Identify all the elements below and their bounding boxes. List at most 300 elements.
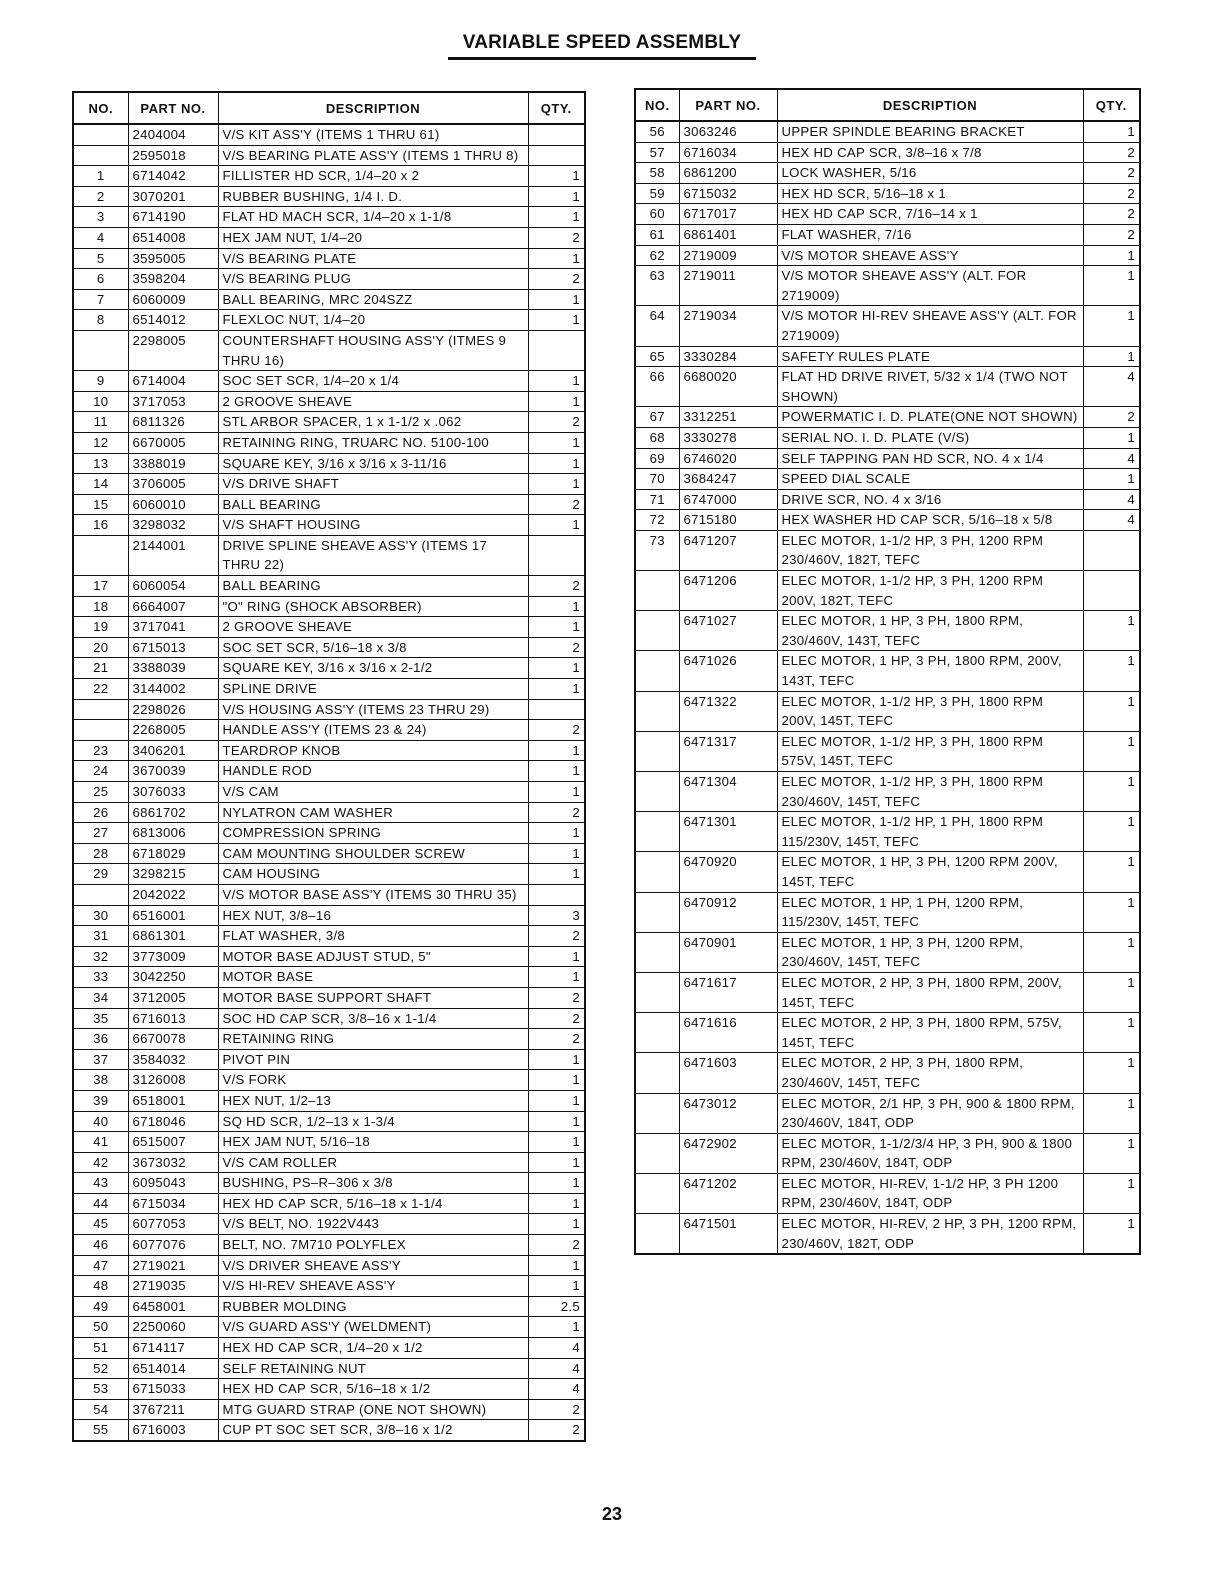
part-description: V/S MOTOR SHEAVE ASS'Y xyxy=(777,245,1083,266)
item-number: 53 xyxy=(73,1379,128,1400)
part-number: 6716013 xyxy=(128,1008,218,1029)
part-number: 3144002 xyxy=(128,679,218,700)
table-row xyxy=(73,371,585,392)
quantity: 1 xyxy=(1083,892,1140,932)
item-number xyxy=(73,330,128,370)
part-number: 3042250 xyxy=(128,967,218,988)
part-description: ELEC MOTOR, 1-1/2 HP, 3 PH, 1800 RPM 575V, 145T, TEFC xyxy=(777,731,1083,771)
table-row xyxy=(73,967,585,988)
item-number: 55 xyxy=(73,1420,128,1441)
table-row xyxy=(73,453,585,474)
quantity: 1 xyxy=(528,1111,585,1132)
item-number: 30 xyxy=(73,905,128,926)
col-header-qty: QTY. xyxy=(528,92,585,124)
part-description: FLEXLOC NUT, 1/4–20 xyxy=(218,310,528,331)
part-description: V/S HOUSING ASS'Y (ITEMS 23 THRU 29) xyxy=(218,699,528,720)
quantity: 1 xyxy=(1083,266,1140,306)
item-number: 50 xyxy=(73,1317,128,1338)
page-number: 23 xyxy=(601,1504,623,1524)
quantity: 1 xyxy=(1083,651,1140,691)
quantity: 2 xyxy=(528,637,585,658)
table-row xyxy=(73,186,585,207)
part-description: ELEC MOTOR, 1 HP, 1 PH, 1200 RPM, 115/230V, 145T, TEFC xyxy=(777,892,1083,932)
part-description: HEX HD CAP SCR, 5/16–18 x 1/2 xyxy=(218,1379,528,1400)
quantity: 3 xyxy=(528,905,585,926)
quantity: 2 xyxy=(528,1235,585,1256)
table-row xyxy=(73,1420,585,1441)
table-row xyxy=(635,972,1140,1012)
table-row xyxy=(73,248,585,269)
table-row xyxy=(635,306,1140,346)
item-number xyxy=(635,892,679,932)
part-number: 6077053 xyxy=(128,1214,218,1235)
table-row xyxy=(73,310,585,331)
quantity: 1 xyxy=(1083,121,1140,142)
part-description: V/S FORK xyxy=(218,1070,528,1091)
part-number: 2298026 xyxy=(128,699,218,720)
col-header-part-no: PART NO. xyxy=(128,92,218,124)
item-number: 49 xyxy=(73,1296,128,1317)
item-number: 21 xyxy=(73,658,128,679)
part-number: 3712005 xyxy=(128,987,218,1008)
part-number: 6861200 xyxy=(679,163,777,184)
table-row xyxy=(635,651,1140,691)
item-number: 10 xyxy=(73,391,128,412)
part-number: 6471207 xyxy=(679,530,777,570)
part-description: FILLISTER HD SCR, 1/4–20 x 2 xyxy=(218,166,528,187)
item-number: 7 xyxy=(73,289,128,310)
table-row xyxy=(635,691,1140,731)
table-row xyxy=(73,1255,585,1276)
part-description: HEX HD CAP SCR, 3/8–16 x 7/8 xyxy=(777,142,1083,163)
part-number: 3670039 xyxy=(128,761,218,782)
quantity: 1 xyxy=(528,740,585,761)
part-description: SERIAL NO. I. D. PLATE (V/S) xyxy=(777,427,1083,448)
part-description: V/S DRIVE SHAFT xyxy=(218,474,528,495)
quantity: 2 xyxy=(1083,163,1140,184)
item-number: 38 xyxy=(73,1070,128,1091)
item-number: 9 xyxy=(73,371,128,392)
quantity: 1 xyxy=(528,391,585,412)
part-description: FLAT WASHER, 7/16 xyxy=(777,224,1083,245)
table-row xyxy=(73,596,585,617)
quantity: 1 xyxy=(1083,731,1140,771)
table-row xyxy=(635,611,1140,651)
part-number: 6715032 xyxy=(679,183,777,204)
part-number: 6471304 xyxy=(679,772,777,812)
part-number: 3598204 xyxy=(128,269,218,290)
quantity: 1 xyxy=(528,166,585,187)
part-description: ELEC MOTOR, 1 HP, 3 PH, 1200 RPM 200V, 145T, TEFC xyxy=(777,852,1083,892)
part-number: 6473012 xyxy=(679,1093,777,1133)
item-number: 57 xyxy=(635,142,679,163)
item-number: 46 xyxy=(73,1235,128,1256)
quantity: 1 xyxy=(1083,1133,1140,1173)
table-row xyxy=(635,510,1140,531)
part-description: SPEED DIAL SCALE xyxy=(777,469,1083,490)
table-row xyxy=(73,1235,585,1256)
quantity: 1 xyxy=(528,679,585,700)
item-number: 54 xyxy=(73,1399,128,1420)
part-description: ELEC MOTOR, 1-1/2 HP, 3 PH, 1800 RPM 200V, 145T, TEFC xyxy=(777,691,1083,731)
part-number: 6516001 xyxy=(128,905,218,926)
table-row xyxy=(73,1070,585,1091)
quantity: 2 xyxy=(1083,407,1140,428)
table-row xyxy=(73,1049,585,1070)
item-number: 2 xyxy=(73,186,128,207)
item-number: 41 xyxy=(73,1132,128,1153)
part-number: 3298215 xyxy=(128,864,218,885)
quantity xyxy=(528,330,585,370)
quantity: 1 xyxy=(528,864,585,885)
item-number xyxy=(635,1173,679,1213)
item-number: 73 xyxy=(635,530,679,570)
part-number: 6471206 xyxy=(679,571,777,611)
part-number: 6471202 xyxy=(679,1173,777,1213)
item-number: 15 xyxy=(73,494,128,515)
part-description: HEX HD CAP SCR, 5/16–18 x 1-1/4 xyxy=(218,1193,528,1214)
table-row xyxy=(635,469,1140,490)
page-title: VARIABLE SPEED ASSEMBLY xyxy=(462,32,742,53)
table-row xyxy=(635,204,1140,225)
table-row xyxy=(73,905,585,926)
table-row xyxy=(635,812,1140,852)
col-header-no: NO. xyxy=(635,89,679,121)
part-description: LOCK WASHER, 5/16 xyxy=(777,163,1083,184)
part-description: ELEC MOTOR, HI-REV, 2 HP, 3 PH, 1200 RPM, 230/460V, 182T, ODP xyxy=(777,1214,1083,1255)
table-row xyxy=(73,1399,585,1420)
item-number: 72 xyxy=(635,510,679,531)
item-number: 25 xyxy=(73,782,128,803)
item-number: 24 xyxy=(73,761,128,782)
quantity: 2 xyxy=(528,802,585,823)
item-number: 27 xyxy=(73,823,128,844)
part-description: HEX HD CAP SCR, 1/4–20 x 1/2 xyxy=(218,1338,528,1359)
table-row xyxy=(73,1317,585,1338)
part-number: 6471603 xyxy=(679,1053,777,1093)
part-number: 6060010 xyxy=(128,494,218,515)
part-description: ELEC MOTOR, 1-1/2 HP, 1 PH, 1800 RPM 115/230V, 145T, TEFC xyxy=(777,812,1083,852)
part-number: 6715013 xyxy=(128,637,218,658)
part-description: ELEC MOTOR, 2 HP, 3 PH, 1800 RPM, 230/460V, 145T, TEFC xyxy=(777,1053,1083,1093)
part-number: 3312251 xyxy=(679,407,777,428)
part-description: DRIVE SCR, NO. 4 x 3/16 xyxy=(777,489,1083,510)
quantity: 1 xyxy=(528,658,585,679)
table-row xyxy=(73,166,585,187)
part-description: ELEC MOTOR, 2/1 HP, 3 PH, 900 & 1800 RPM, 230/460V, 184T, ODP xyxy=(777,1093,1083,1133)
quantity: 1 xyxy=(528,823,585,844)
quantity: 1 xyxy=(1083,1013,1140,1053)
part-number: 3584032 xyxy=(128,1049,218,1070)
part-number: 3126008 xyxy=(128,1070,218,1091)
part-description: SQ HD SCR, 1/2–13 x 1-3/4 xyxy=(218,1111,528,1132)
item-number: 18 xyxy=(73,596,128,617)
part-description: HEX NUT, 3/8–16 xyxy=(218,905,528,926)
part-description: HEX NUT, 1/2–13 xyxy=(218,1090,528,1111)
parts-table-right xyxy=(634,88,1141,1255)
item-number: 22 xyxy=(73,679,128,700)
part-description: SQUARE KEY, 3/16 x 3/16 x 3-11/16 xyxy=(218,453,528,474)
part-description: V/S KIT ASS'Y (ITEMS 1 THRU 61) xyxy=(218,124,528,145)
title-underline xyxy=(448,57,756,60)
table-row xyxy=(73,1090,585,1111)
item-number: 61 xyxy=(635,224,679,245)
part-number: 3388019 xyxy=(128,453,218,474)
part-number: 6515007 xyxy=(128,1132,218,1153)
part-description: SOC SET SCR, 1/4–20 x 1/4 xyxy=(218,371,528,392)
table-row xyxy=(73,637,585,658)
part-number: 6518001 xyxy=(128,1090,218,1111)
table-row xyxy=(73,1008,585,1029)
item-number xyxy=(635,1214,679,1255)
item-number xyxy=(635,972,679,1012)
item-number: 35 xyxy=(73,1008,128,1029)
quantity: 2 xyxy=(528,1420,585,1441)
table-row xyxy=(73,145,585,166)
part-description: CAM MOUNTING SHOULDER SCREW xyxy=(218,843,528,864)
part-description: V/S CAM xyxy=(218,782,528,803)
table-row xyxy=(73,699,585,720)
part-description: COMPRESSION SPRING xyxy=(218,823,528,844)
part-number: 6472902 xyxy=(679,1133,777,1173)
part-description: FLAT WASHER, 3/8 xyxy=(218,926,528,947)
part-number: 6471027 xyxy=(679,611,777,651)
part-number: 3070201 xyxy=(128,186,218,207)
part-description: UPPER SPINDLE BEARING BRACKET xyxy=(777,121,1083,142)
quantity: 1 xyxy=(528,515,585,536)
part-number: 3767211 xyxy=(128,1399,218,1420)
part-description: ELEC MOTOR, 1-1/2/3/4 HP, 3 PH, 900 & 1800 RPM, 230/460V, 184T, ODP xyxy=(777,1133,1083,1173)
table-row xyxy=(73,1132,585,1153)
part-description: COUNTERSHAFT HOUSING ASS'Y (ITMES 9 THRU 16) xyxy=(218,330,528,370)
item-number: 11 xyxy=(73,412,128,433)
table-row xyxy=(73,1152,585,1173)
table-row xyxy=(635,346,1140,367)
part-number: 6717017 xyxy=(679,204,777,225)
quantity: 1 xyxy=(1083,245,1140,266)
table-row xyxy=(73,515,585,536)
quantity: 1 xyxy=(528,1276,585,1297)
item-number: 68 xyxy=(635,427,679,448)
table-row xyxy=(73,330,585,370)
part-description: SPLINE DRIVE xyxy=(218,679,528,700)
quantity: 1 xyxy=(1083,1053,1140,1093)
part-number: 6714004 xyxy=(128,371,218,392)
quantity: 4 xyxy=(528,1358,585,1379)
part-number: 6718046 xyxy=(128,1111,218,1132)
part-description: SQUARE KEY, 3/16 x 3/16 x 2-1/2 xyxy=(218,658,528,679)
quantity: 2 xyxy=(528,1399,585,1420)
table-row xyxy=(73,761,585,782)
table-row xyxy=(73,1358,585,1379)
part-number: 2404004 xyxy=(128,124,218,145)
table-row xyxy=(635,224,1140,245)
part-number: 6514012 xyxy=(128,310,218,331)
quantity: 1 xyxy=(528,1317,585,1338)
part-number: 6471501 xyxy=(679,1214,777,1255)
part-number: 3298032 xyxy=(128,515,218,536)
table-row xyxy=(73,1276,585,1297)
quantity: 1 xyxy=(1083,346,1140,367)
table-row xyxy=(73,227,585,248)
part-description: HEX HD SCR, 5/16–18 x 1 xyxy=(777,183,1083,204)
part-number: 6811326 xyxy=(128,412,218,433)
col-header-description: DESCRIPTION xyxy=(218,92,528,124)
part-number: 2719011 xyxy=(679,266,777,306)
table-row xyxy=(635,407,1140,428)
part-description: V/S MOTOR BASE ASS'Y (ITEMS 30 THRU 35) xyxy=(218,884,528,905)
table-row xyxy=(635,183,1140,204)
quantity: 1 xyxy=(1083,469,1140,490)
table-row xyxy=(73,823,585,844)
table-row xyxy=(73,535,585,575)
part-description: ELEC MOTOR, 2 HP, 3 PH, 1800 RPM, 200V, 145T, TEFC xyxy=(777,972,1083,1012)
quantity: 2.5 xyxy=(528,1296,585,1317)
item-number: 37 xyxy=(73,1049,128,1070)
quantity: 4 xyxy=(1083,367,1140,407)
part-number: 6471322 xyxy=(679,691,777,731)
item-number: 45 xyxy=(73,1214,128,1235)
col-header-description: DESCRIPTION xyxy=(777,89,1083,121)
item-number xyxy=(635,731,679,771)
item-number xyxy=(635,852,679,892)
quantity: 1 xyxy=(528,1152,585,1173)
item-number xyxy=(635,651,679,691)
table-row xyxy=(73,617,585,638)
table-row xyxy=(635,1133,1140,1173)
quantity: 4 xyxy=(528,1379,585,1400)
item-number: 4 xyxy=(73,227,128,248)
table-row xyxy=(635,142,1140,163)
part-description: 2 GROOVE SHEAVE xyxy=(218,617,528,638)
table-row xyxy=(73,864,585,885)
item-number: 6 xyxy=(73,269,128,290)
item-number xyxy=(73,720,128,741)
part-number: 6471616 xyxy=(679,1013,777,1053)
quantity: 4 xyxy=(528,1338,585,1359)
table-row xyxy=(73,412,585,433)
item-number xyxy=(635,932,679,972)
quantity: 1 xyxy=(528,432,585,453)
table-row xyxy=(73,679,585,700)
quantity: 2 xyxy=(528,576,585,597)
item-number xyxy=(73,535,128,575)
table-row xyxy=(635,1214,1140,1255)
table-row xyxy=(73,720,585,741)
quantity: 2 xyxy=(528,412,585,433)
quantity: 1 xyxy=(1083,852,1140,892)
item-number xyxy=(635,1013,679,1053)
item-number: 20 xyxy=(73,637,128,658)
col-header-qty: QTY. xyxy=(1083,89,1140,121)
table-row xyxy=(73,658,585,679)
part-number: 6861301 xyxy=(128,926,218,947)
table-row xyxy=(635,1173,1140,1213)
part-number: 6716003 xyxy=(128,1420,218,1441)
quantity: 1 xyxy=(1083,1093,1140,1133)
part-number: 6714117 xyxy=(128,1338,218,1359)
item-number: 71 xyxy=(635,489,679,510)
table-row xyxy=(73,1193,585,1214)
item-number: 44 xyxy=(73,1193,128,1214)
part-number: 2144001 xyxy=(128,535,218,575)
part-number: 3406201 xyxy=(128,740,218,761)
table-row xyxy=(73,207,585,228)
part-description: SAFETY RULES PLATE xyxy=(777,346,1083,367)
part-number: 3773009 xyxy=(128,946,218,967)
table-row xyxy=(73,884,585,905)
quantity: 1 xyxy=(1083,1214,1140,1255)
item-number xyxy=(635,1093,679,1133)
quantity: 1 xyxy=(528,946,585,967)
part-number: 2719034 xyxy=(679,306,777,346)
item-number xyxy=(635,772,679,812)
part-description: TEARDROP KNOB xyxy=(218,740,528,761)
table-row xyxy=(73,926,585,947)
part-number: 3063246 xyxy=(679,121,777,142)
table-row xyxy=(73,782,585,803)
part-description: MOTOR BASE ADJUST STUD, 5" xyxy=(218,946,528,967)
part-number: 6060009 xyxy=(128,289,218,310)
quantity: 1 xyxy=(528,967,585,988)
part-number: 6471317 xyxy=(679,731,777,771)
quantity: 2 xyxy=(528,926,585,947)
parts-table-left xyxy=(72,91,586,1442)
part-description: BALL BEARING, MRC 204SZZ xyxy=(218,289,528,310)
table-row xyxy=(635,427,1140,448)
part-description: FLAT HD DRIVE RIVET, 5/32 x 1/4 (TWO NOT SHOWN) xyxy=(777,367,1083,407)
part-number: 6095043 xyxy=(128,1173,218,1194)
part-description: ELEC MOTOR, 1-1/2 HP, 3 PH, 1200 RPM 200V, 182T, TEFC xyxy=(777,571,1083,611)
part-description: PIVOT PIN xyxy=(218,1049,528,1070)
part-number: 6060054 xyxy=(128,576,218,597)
item-number: 63 xyxy=(635,266,679,306)
item-number: 17 xyxy=(73,576,128,597)
quantity: 2 xyxy=(1083,224,1140,245)
part-description: "O" RING (SHOCK ABSORBER) xyxy=(218,596,528,617)
quantity: 1 xyxy=(528,186,585,207)
item-number: 32 xyxy=(73,946,128,967)
part-description: HEX HD CAP SCR, 7/16–14 x 1 xyxy=(777,204,1083,225)
table-row xyxy=(635,1053,1140,1093)
table-row xyxy=(73,289,585,310)
part-description: STL ARBOR SPACER, 1 x 1-1/2 x .062 xyxy=(218,412,528,433)
table-row xyxy=(635,731,1140,771)
part-description: V/S BEARING PLATE ASS'Y (ITEMS 1 THRU 8) xyxy=(218,145,528,166)
item-number xyxy=(635,691,679,731)
part-description: RETAINING RING, TRUARC NO. 5100-100 xyxy=(218,432,528,453)
quantity xyxy=(1083,530,1140,570)
table-row xyxy=(73,1338,585,1359)
table-row xyxy=(635,530,1140,570)
item-number xyxy=(73,124,128,145)
item-number: 59 xyxy=(635,183,679,204)
part-number: 6716034 xyxy=(679,142,777,163)
part-description: V/S HI-REV SHEAVE ASS'Y xyxy=(218,1276,528,1297)
quantity: 1 xyxy=(1083,306,1140,346)
part-description: 2 GROOVE SHEAVE xyxy=(218,391,528,412)
quantity: 2 xyxy=(528,987,585,1008)
quantity: 1 xyxy=(1083,611,1140,651)
item-number: 31 xyxy=(73,926,128,947)
part-number: 6718029 xyxy=(128,843,218,864)
quantity: 1 xyxy=(528,1214,585,1235)
table-row xyxy=(73,391,585,412)
quantity: 1 xyxy=(1083,972,1140,1012)
quantity xyxy=(528,535,585,575)
table-row xyxy=(635,266,1140,306)
table-row xyxy=(73,124,585,145)
